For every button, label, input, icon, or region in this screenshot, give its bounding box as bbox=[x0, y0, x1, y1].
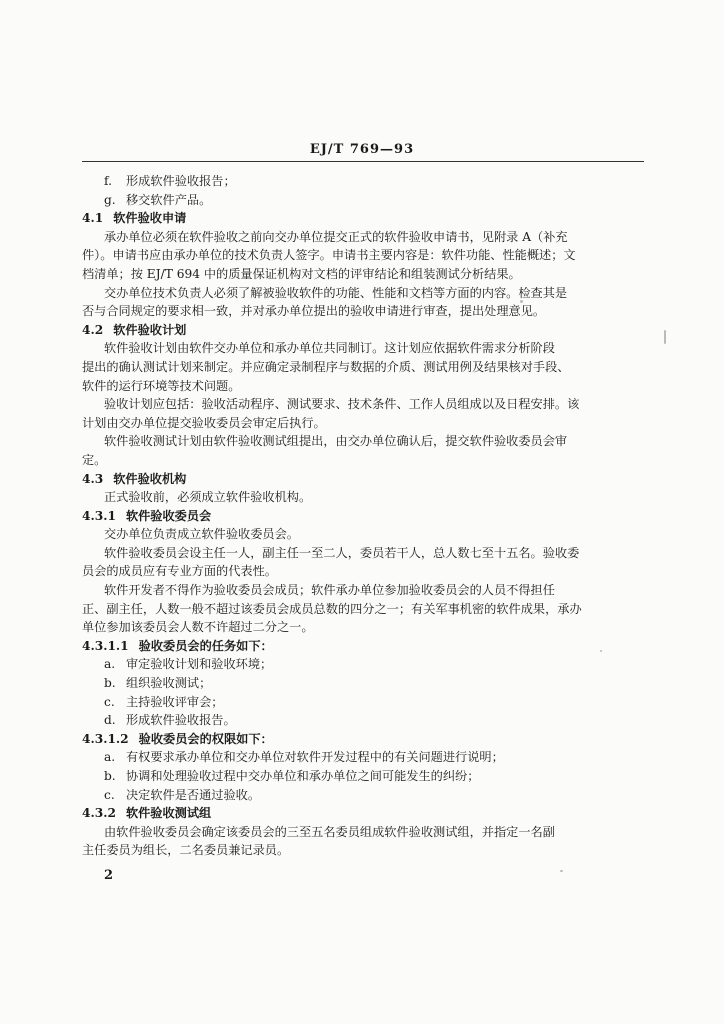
section-heading bbox=[82, 730, 644, 749]
paragraph-continuation: 档清单；按 EJ/T 694 中的质量保证机构对文档的评审结论和组装测试分析结果。 bbox=[82, 266, 521, 281]
standard-code-header: EJ/T 769—93 bbox=[309, 142, 415, 157]
list-item-label: g. bbox=[104, 192, 116, 207]
list-item-text: 有权要求承办单位和交办单位对软件开发过程中的有关问题进行说明； bbox=[126, 750, 504, 765]
list-item bbox=[82, 711, 644, 730]
paragraph-line: 软件验收委员会设主任一人，副主任一至二人，委员若干人，总人数七至十五名。验收委 bbox=[104, 545, 580, 560]
list-item bbox=[82, 767, 644, 786]
paragraph-line: 交办单位负责成立软件验收委员会。 bbox=[104, 527, 299, 542]
section-title: 软件验收申请 bbox=[113, 211, 187, 226]
section-heading bbox=[82, 209, 644, 228]
paragraph-line: 承办单位必须在软件验收之前向交办单位提交正式的软件验收申请书，见附录 A（补充 bbox=[104, 229, 568, 244]
header-rule bbox=[82, 161, 644, 162]
paragraph-continuation: 单位参加该委员会人数不许超过二分之一。 bbox=[82, 620, 314, 635]
paragraph-continuation: 主任委员为组长，二名委员兼记录员。 bbox=[82, 843, 290, 858]
paragraph-line: 由软件验收委员会确定该委员会的三至五名委员组成软件验收测试组，并指定一名副 bbox=[104, 824, 555, 839]
list-item bbox=[82, 693, 644, 712]
scan-speck bbox=[520, 300, 523, 303]
section-number: 4.3.1.1 bbox=[82, 638, 129, 653]
paragraph-continuation: 提出的确认测试计划来制定。并应确定录制程序与数据的介质、测试用例及结果核对手段、 bbox=[82, 359, 570, 374]
section-heading bbox=[82, 804, 644, 823]
paragraph-continuation: 员会的成员应有专业方面的代表性。 bbox=[82, 564, 277, 579]
list-item-text: 审定验收计划和验收环境； bbox=[126, 657, 273, 672]
section-number: 4.3.2 bbox=[82, 806, 116, 821]
paragraph-continuation: 否与合同规定的要求相一致，并对承办单位提出的验收申请进行审查，提出处理意见。 bbox=[82, 304, 546, 319]
section-heading bbox=[82, 507, 644, 526]
section-number: 4.3.1 bbox=[82, 508, 116, 523]
paragraph-line: 软件验收测试计划由软件验收测试组提出，由交办单位确认后，提交软件验收委员会审 bbox=[104, 434, 568, 449]
section-number: 4.2 bbox=[82, 322, 104, 337]
list-item-text: 形成软件验收报告。 bbox=[126, 713, 236, 728]
section-title: 软件验收机构 bbox=[113, 471, 187, 486]
list-item-label: c. bbox=[104, 694, 115, 709]
list-item-text: 决定软件是否通过验收。 bbox=[126, 787, 261, 802]
list-item-text: 形成软件验收报告； bbox=[126, 174, 236, 188]
list-item-text: 组织验收测试； bbox=[126, 676, 212, 691]
page-number: 2 bbox=[104, 868, 114, 883]
section-title: 软件验收委员会 bbox=[125, 508, 212, 523]
paragraph-continuation: 正、副主任，人数一般不超过该委员会成员总数的四分之一；有关军事机密的软件成果，承办 bbox=[82, 601, 582, 616]
list-item bbox=[82, 191, 644, 210]
document-body bbox=[82, 172, 644, 860]
section-title: 软件验收计划 bbox=[113, 322, 187, 337]
paragraph-line: 验收计划应包括：验收活动程序、测试要求、技术条件、工作人员组成以及日程安排。该 bbox=[104, 397, 580, 412]
paragraph-line: 交办单位技术负责人必须了解被验收软件的功能、性能和文档等方面的内容。检查其是 bbox=[104, 285, 568, 300]
list-item-label: f. bbox=[104, 174, 112, 188]
list-item-text: 主持验收评审会； bbox=[126, 694, 224, 709]
list-item-text: 协调和处理验收过程中交办单位和承办单位之间可能发生的纠纷； bbox=[126, 769, 480, 783]
list-item bbox=[82, 172, 644, 191]
paragraph-line: 软件验收计划由软件交办单位和承办单位共同制订。这计划应依据软件需求分析阶段 bbox=[104, 341, 555, 356]
list-item bbox=[82, 786, 644, 805]
scan-speck bbox=[600, 650, 602, 652]
scan-speck bbox=[664, 330, 666, 344]
list-item bbox=[82, 748, 644, 767]
section-number: 4.3.1.2 bbox=[82, 731, 129, 746]
list-item bbox=[82, 674, 644, 693]
list-item-label: d. bbox=[104, 713, 116, 728]
list-item-label: c. bbox=[104, 787, 115, 802]
paragraph-continuation: 件）。申请书应由承办单位的技术负责人签字。申请书主要内容是：软件功能、性能概述；文 bbox=[82, 248, 576, 263]
list-item-label: b. bbox=[104, 676, 116, 691]
list-item-text: 移交软件产品。 bbox=[126, 192, 212, 207]
scan-speck bbox=[560, 870, 563, 872]
paragraph-line: 正式验收前，必须成立软件验收机构。 bbox=[104, 490, 312, 505]
section-title: 验收委员会的任务如下： bbox=[138, 638, 273, 653]
section-number: 4.1 bbox=[82, 211, 104, 226]
section-heading bbox=[82, 470, 644, 489]
section-title: 软件验收测试组 bbox=[125, 806, 212, 821]
section-title: 验收委员会的权限如下： bbox=[138, 731, 273, 746]
list-item-label: b. bbox=[104, 769, 116, 783]
list-item-label: a. bbox=[104, 657, 116, 672]
section-heading bbox=[82, 321, 644, 340]
list-item bbox=[82, 655, 644, 674]
list-item-label: a. bbox=[104, 750, 116, 765]
section-heading bbox=[82, 637, 644, 656]
section-number: 4.3 bbox=[82, 471, 104, 486]
paragraph-continuation: 定。 bbox=[82, 452, 107, 467]
paragraph-continuation: 计划由交办单位提交验收委员会审定后执行。 bbox=[82, 415, 326, 430]
paragraph-continuation: 软件的运行环境等技术问题。 bbox=[82, 378, 241, 393]
paragraph-line: 软件开发者不得作为验收委员会成员；软件承办单位参加验收委员会的人员不得担任 bbox=[104, 583, 555, 598]
